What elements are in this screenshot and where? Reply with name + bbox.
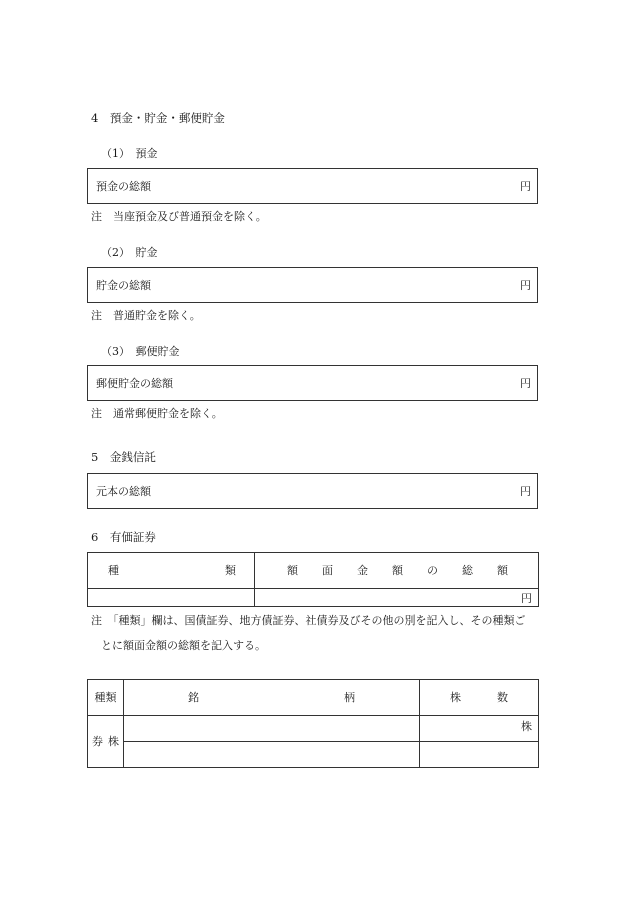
postal-savings-heading: （3） 郵便貯金	[101, 345, 180, 358]
securities-header-kind	[88, 553, 255, 589]
postal-savings-unit: 円	[520, 377, 531, 390]
postal-savings-note: 注 通常郵便貯金を除く。	[91, 407, 223, 420]
securities-header-char: 額	[497, 564, 508, 577]
deposit-total-label: 預金の総額	[96, 180, 151, 193]
stock-header-count-char: 株	[450, 691, 461, 704]
stock-count-cell[interactable]	[420, 742, 539, 768]
stock-header-brand-char: 銘	[188, 691, 199, 704]
stock-count-cell[interactable]	[420, 716, 539, 742]
deposit-total-box	[87, 168, 538, 204]
deposit-note: 注 当座預金及び普通預金を除く。	[91, 210, 267, 223]
savings-total-label: 貯金の総額	[96, 279, 151, 292]
stock-brand-cell[interactable]	[124, 742, 420, 768]
trust-principal-box	[87, 473, 538, 509]
stock-header-count	[420, 680, 539, 716]
postal-savings-total-box	[87, 365, 538, 401]
stock-header-count-char: 数	[497, 691, 508, 704]
stock-brand-cell[interactable]	[124, 716, 420, 742]
trust-principal-label: 元本の総額	[96, 485, 151, 498]
securities-note-line-1: 注 「種類」欄は、国債証券、地方債証券、社債券及びその他の別を記入し、その種類ご	[91, 614, 526, 627]
stock-row-label-char: 券	[92, 735, 103, 748]
securities-header-char: 面	[322, 564, 333, 577]
stock-unit: 株	[521, 720, 532, 733]
stock-row-label	[88, 716, 124, 768]
section-6-heading: 6 有価証券	[91, 530, 156, 544]
securities-header-char: 額	[287, 564, 298, 577]
securities-header-face-value-total	[255, 553, 539, 589]
stock-header-brand	[124, 680, 420, 716]
stock-header-kind: 種類	[88, 680, 124, 716]
savings-heading: （2） 貯金	[101, 246, 158, 259]
savings-unit: 円	[520, 279, 531, 292]
savings-total-box	[87, 267, 538, 303]
section-4-heading: 4 預金・貯金・郵便貯金	[91, 111, 225, 125]
stock-table	[87, 679, 539, 768]
securities-note-line-2: とに額面金額の総額を記入する。	[101, 639, 266, 652]
deposit-heading: （1） 預金	[101, 147, 158, 160]
stock-row-label-char: 株	[108, 735, 119, 748]
securities-table	[87, 552, 539, 607]
trust-unit: 円	[520, 485, 531, 498]
securities-header-char: 金	[357, 564, 368, 577]
securities-header-kind-char: 種	[108, 564, 119, 577]
securities-header-kind-char: 類	[225, 564, 236, 577]
section-5-heading: 5 金銭信託	[91, 450, 156, 464]
savings-note: 注 普通貯金を除く。	[91, 309, 201, 322]
postal-savings-total-label: 郵便貯金の総額	[96, 377, 173, 390]
securities-header-char: の	[427, 564, 438, 577]
securities-header-char: 総	[462, 564, 473, 577]
stock-header-brand-char: 柄	[344, 691, 355, 704]
securities-amount-cell[interactable]	[255, 589, 539, 607]
securities-kind-cell[interactable]	[88, 589, 255, 607]
securities-unit: 円	[521, 592, 532, 605]
deposit-unit: 円	[520, 180, 531, 193]
securities-header-char: 額	[392, 564, 403, 577]
